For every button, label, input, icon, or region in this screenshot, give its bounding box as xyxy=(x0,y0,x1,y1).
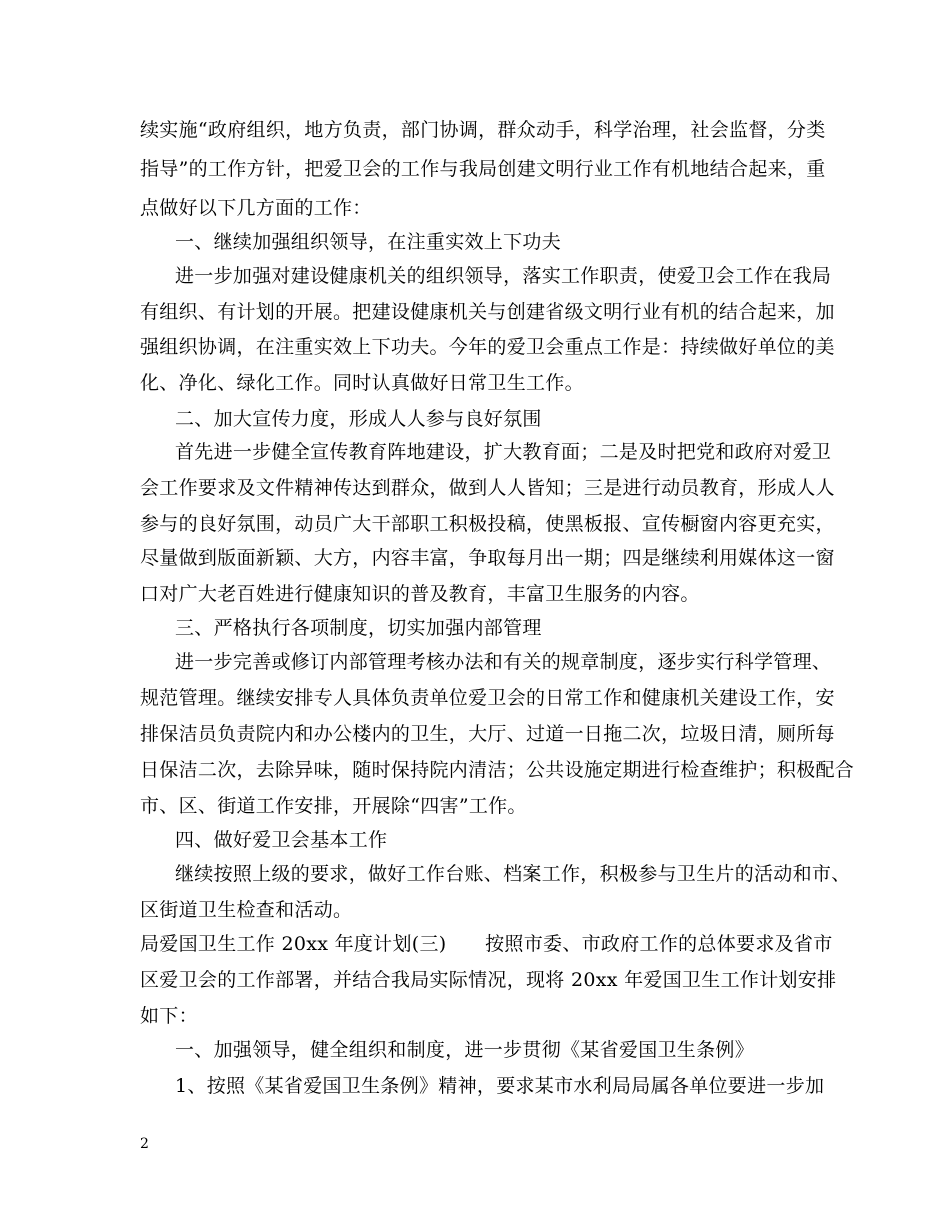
page-number: 2 xyxy=(140,1136,149,1152)
text-line: 有组织、有计划的开展。把建设健康机关与创建省级文明行业有机的结合起来，加 xyxy=(140,301,835,323)
text-line: 市、区、街道工作安排，开展除“四害”工作。 xyxy=(140,795,527,817)
text-line: 区爱卫会的工作部署，并结合我局实际情况，现将 20xx 年爱国卫生工作计划安排 xyxy=(140,969,837,991)
section-heading: 二、加大宣传力度，形成人人参与良好氛围 xyxy=(175,408,542,430)
section-heading: 三、严格执行各项制度，切实加强内部管理 xyxy=(175,617,542,639)
text-line: 会工作要求及文件精神传达到群众，做到人人皆知；三是进行动员教育，形成人人 xyxy=(140,477,835,499)
text-line: 口对广大老百姓进行健康知识的普及教育，丰富卫生服务的内容。 xyxy=(140,583,700,605)
text-line: 日保洁二次，去除异味，随时保持院内清洁；公共设施定期进行检查维护；积极配合 xyxy=(140,759,855,781)
text-line: 续实施“政府组织，地方负责，部门协调，群众动手，科学治理，社会监督，分类 xyxy=(140,119,826,141)
section-heading: 一、继续加强组织领导，在注重实效上下功夫 xyxy=(175,231,562,253)
text-line: 尽量做到版面新颖、大方，内容丰富，争取每月出一期；四是继续利用媒体这一窗 xyxy=(140,547,835,569)
text-line: 化、净化、绿化工作。同时认真做好日常卫生工作。 xyxy=(140,372,584,394)
text-line: 指导”的工作方针，把爱卫会的工作与我局创建文明行业工作有机地结合起来，重 xyxy=(140,158,826,180)
text-line: 参与的良好氛围，动员广大干部职工积极投稿，使黑板报、宣传橱窗内容更充实， xyxy=(140,513,835,535)
text-line: 进一步加强对建设健康机关的组织领导，落实工作职责，使爱卫会工作在我局 xyxy=(175,265,832,287)
text-line: 局爱国卫生工作 20xx 年度计划(三) 按照市委、市政府工作的总体要求及省市 xyxy=(140,933,833,955)
text-line: 进一步完善或修订内部管理考核办法和有关的规章制度，逐步实行科学管理、 xyxy=(175,651,832,673)
text-line: 继续按照上级的要求，做好工作台账、档案工作，积极参与卫生片的活动和市、 xyxy=(175,863,851,885)
text-line: 首先进一步健全宣传教育阵地建设，扩大教育面；二是及时把党和政府对爱卫 xyxy=(175,441,832,463)
text-line: 强组织协调，在注重实效上下功夫。今年的爱卫会重点工作是：持续做好单位的美 xyxy=(140,336,835,358)
text-line: 规范管理。继续安排专人具体负责单位爱卫会的日常工作和健康机关建设工作，安 xyxy=(140,687,835,709)
text-line: 1、按照《某省爱国卫生条例》精神，要求某市水利局局属各单位要进一步加 xyxy=(175,1075,825,1097)
text-line: 排保洁员负责院内和办公楼内的卫生，大厅、过道一日拖二次，垃圾日清，厕所每 xyxy=(140,723,835,745)
section-heading: 一、加强领导，健全组织和制度，进一步贯彻《某省爱国卫生条例》 xyxy=(175,1039,755,1061)
text-line: 区街道卫生检查和活动。 xyxy=(140,899,353,921)
text-line: 点做好以下几方面的工作： xyxy=(140,197,372,219)
text-line: 如下： xyxy=(140,1005,198,1027)
section-heading: 四、做好爱卫会基本工作 xyxy=(175,829,388,851)
